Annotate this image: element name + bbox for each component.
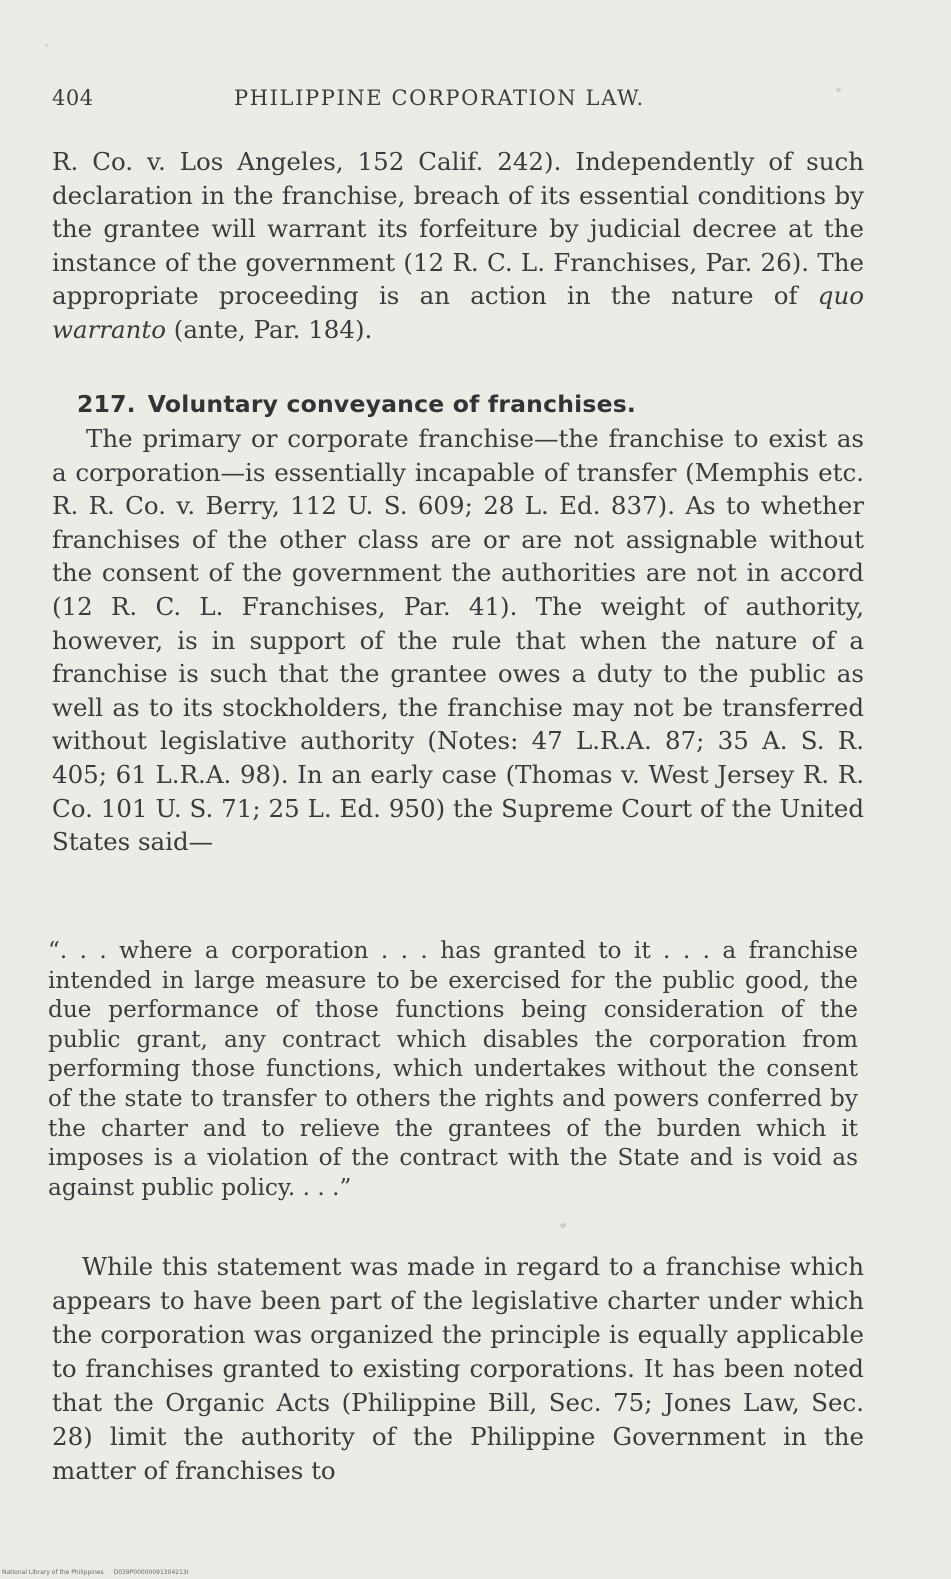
running-head: PHILIPPINE CORPORATION LAW. — [234, 86, 645, 110]
block-quote: “. . . where a corporation . . . has granted to it . . . a franchise intended in large measure to be exercised for the public good, the due performance of those functions being consideration of the public grant, any contract which disables the corporation from performing those functions, which undertakes without the consent of the state to transfer to others the rights and powers conferred by the charter and to relieve the grantees of the burden which it imposes is a violation of the contract with the State and is void as against public policy. . . .” — [48, 937, 858, 1201]
page-number: 404 — [52, 86, 94, 110]
section-title: Voluntary conveyance of franchises. — [147, 390, 637, 418]
paragraph-conveyance: The primary or corporate franchise—the franchise to exist as a corporation—is essentially incapable of transfer (Memphis etc. R. R. Co. v. Berry, 112 U. S. 609; 28 L. Ed. 837). As to whether franchises of the other class are or are not assignable without the consent of the government the authorities are not in accord (12 R. C. L. Franchises, Par. 41). The weight of authority, however, is in support of the rule that when the nature of a franchise is such that the grantee owes a duty to the public as well as to its stockholders, the franchise may not be transferred without legislative authority (Notes: 47 L.R.A. 87; 35 A. S. R. 405; 61 L.R.A. 98). In an early case (Thomas v. West Jersey R. R. Co. 101 U. S. 71; 25 L. Ed. 950) the Supreme Court of the United States said— — [52, 424, 864, 857]
section-heading — [77, 390, 636, 418]
scan-identifier: D039P00000091304213I — [113, 1569, 189, 1576]
paper-speck — [560, 1223, 566, 1228]
library-name: National Library of the Philippines — [2, 1569, 104, 1576]
paper-speck — [836, 88, 841, 92]
section-number: 217. — [77, 390, 136, 418]
paragraph-organic-acts: While this statement was made in regard to a franchise which appears to have been part of the legislative charter under which the corporation was organized the principle is equally applicable to franchises granted to existing corporations. It has been noted that the Organic Acts (Philippine Bill, Sec. 75; Jones Law, Sec. 28) limit the authority of the Philippine Government in the matter of franchises to — [52, 1252, 864, 1485]
paragraph-text: R. Co. v. Los Angeles, 152 Calif. 242). Independently of such declaration in the franchise, breach of its essential conditions by the grantee will warrant its forfeiture by judicial decree at the instance of the government (12 R. C. L. Franchises, Par. 26). The appropriate proceeding is an action in the nature of — [52, 147, 864, 311]
paragraph-text-end: (ante, Par. 184). — [165, 314, 373, 344]
page-header — [52, 86, 892, 116]
paper-speck — [45, 44, 48, 47]
paragraph-forfeiture — [52, 145, 864, 347]
italic-term: quo warranto — [52, 281, 864, 344]
scan-credit — [2, 1569, 198, 1576]
